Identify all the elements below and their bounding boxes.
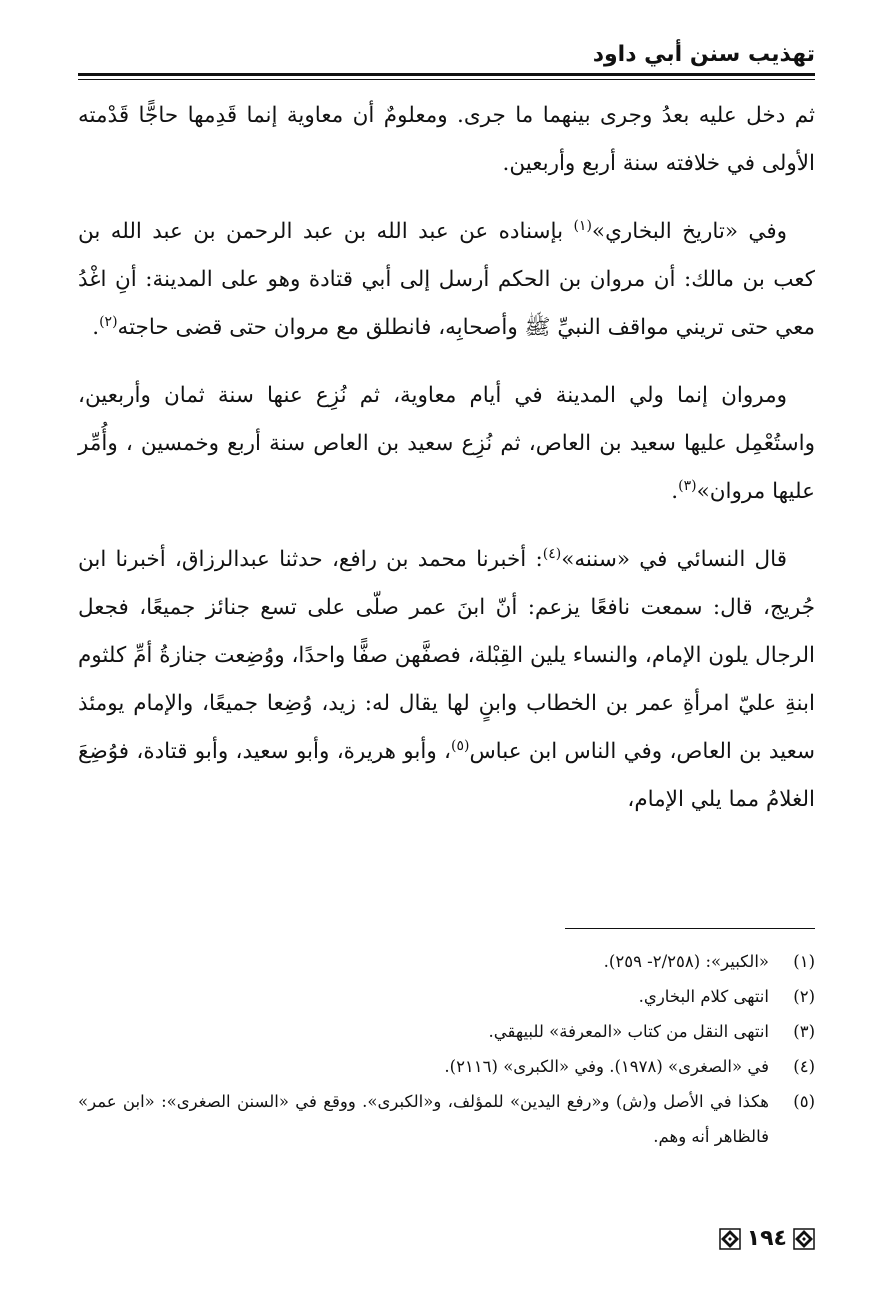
paragraph-text: بإسناده عن عبد الله بن عبد الرحمن بن عبد الله بن كعب بن مالك: أن مروان بن الحكم أرسل إلى أبي قتادة وهو على المدينة: أنِ اغْدُ معي حتى تريني مواقف النبيِّ ﷺ وأصحابِه، فانطلق مع مروان حتى قضى حاجته [78,219,815,340]
footnote-text: «الكبير»: (٢/٢٥٨- ٢٥٩). [603,952,769,971]
paragraph-text: ثم دخل عليه بعدُ وجرى بينهما ما جرى. ومعلومٌ أن معاوية إنما قَدِمها حاجًّا قَدْمته الأولى في خلافته سنة أربع وأربعين. [78,103,815,176]
footnote-ref: (١) [573,217,592,234]
footnote-text: انتهى كلام البخاري. [638,987,769,1006]
main-text [78,92,815,844]
footnote-ref: (٢) [99,313,118,330]
footnote-text: هكذا في الأصل و(ش) و«رفع اليدين» للمؤلف، و«الكبرى». ووقع في «السنن الصغرى»: «ابن عمر» فالظاهر أنه وهم. [78,1092,769,1146]
running-title: تهذيب سنن أبي داود [592,42,815,67]
page-number: ١٩٤ [746,1226,787,1251]
paragraph-text: : أخبرنا محمد بن رافع، حدثنا عبدالرزاق، أخبرنا ابن جُريج، قال: سمعت نافعًا يزعم: أنّ ابنَ عمر صلّى على تسع جنائز جميعًا، فجعل الرجال يلون الإمام، والنساء يلين القِبْلة، فصفَّهن صفًّا واحدًا، ووُضِعت جنازةُ أمِّ كلثوم ابنةِ عليّ امرأةِ عمر بن الخطاب وابنٍ لها يقال له: زيد، وُضِعا جميعًا، والإمام يومئذ سعيد بن العاص، وفي الناس ابن عباس [78,547,815,764]
footnote-number: (٣) [793,1022,815,1041]
footnotes [78,944,815,1154]
footnote-number: (٢) [793,987,815,1006]
header-rule-thin [78,79,815,80]
diamond-lattice-icon [793,1228,815,1250]
paragraph-text: ومروان إنما ولي المدينة في أيام معاوية، ثم نُزِع عنها سنة ثمان وأربعين، واستُعْمِل عليها سعيد بن العاص، ثم نُزِع سعيد بن العاص سنة أربع وخمسين ، وأُمِّر عليها مروان» [78,383,815,504]
footnote-item [78,1049,815,1084]
footnote-item [78,979,815,1014]
paragraph-text: قال النسائي في «سننه» [561,547,787,572]
footnote-text: انتهى النقل من كتاب «المعرفة» للبيهقي. [488,1022,769,1041]
footnote-ref: (٣) [678,477,697,494]
footnote-item [78,1084,815,1154]
footnote-ref: (٤) [542,545,562,562]
footnote-number: (١) [793,952,815,971]
footnote-item [78,1014,815,1049]
footnote-ref: (٥) [450,737,470,754]
diamond-lattice-icon [719,1228,741,1250]
paragraph-text: وفي «تاريخ البخاري» [591,219,787,244]
footnote-text: في «الصغرى» (١٩٧٨). وفي «الكبرى» (٢١١٦). [444,1057,769,1076]
footnote-item [78,944,815,979]
paragraph-2 [78,208,815,352]
footnote-separator [565,928,815,929]
header-rule-thick [78,73,815,76]
footnote-number: (٤) [793,1057,815,1076]
page-number-block [719,1222,815,1256]
paragraph-3 [78,372,815,516]
paragraph-4 [78,536,815,824]
paragraph-1 [78,92,815,188]
paragraph-text: . [92,315,100,340]
paragraph-text: ، وأبو هريرة، وأبو سعيد، وأبو قتادة، فوُضِعَ الغلامُ مما يلي الإمام، [78,739,815,812]
paragraph-text: . [671,479,679,504]
footnote-number: (٥) [793,1092,815,1111]
